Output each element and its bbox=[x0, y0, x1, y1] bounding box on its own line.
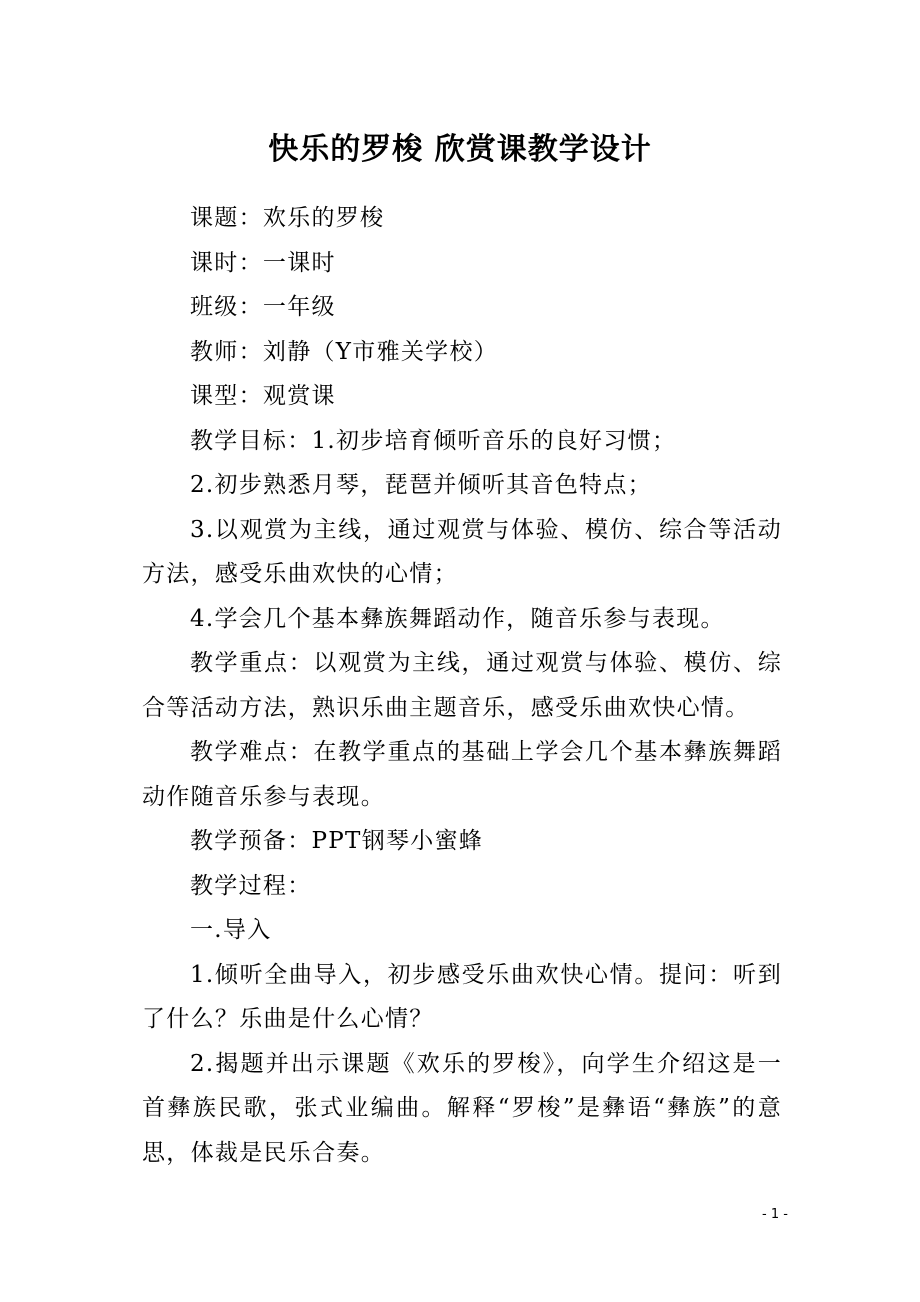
paragraph-lesson-type: 课型：观赏课 bbox=[190, 383, 336, 409]
paragraph-objective-1: 教学目标：1.初步培育倾听音乐的良好习惯； bbox=[190, 427, 677, 454]
paragraph-objective-4: 4.学会几个基本彝族舞蹈动作，随音乐参与表现。 bbox=[190, 605, 725, 632]
document-body bbox=[142, 196, 782, 1175]
paragraph-class-grade: 班级：一年级 bbox=[190, 294, 336, 320]
paragraph-process-heading: 教学过程： bbox=[190, 872, 312, 899]
paragraph-intro-step-2: 2.揭题并出示课题《欢乐的罗梭》，向学生介绍这是一首彝族民歌，张式业编曲。解释“罗梭”是彝语“彝族”的意思，体裁是民乐合奏。 bbox=[142, 1050, 782, 1166]
paragraph-lesson-topic: 课题：欢乐的罗梭 bbox=[190, 205, 385, 231]
paragraph-teacher: 教师：刘静（Y市雅关学校） bbox=[190, 338, 499, 365]
paragraph-objective-3: 3.以观赏为主线，通过观赏与体验、模仿、综合等活动方法，感受乐曲欢快的心情； bbox=[142, 516, 782, 587]
page-number: - 1 - bbox=[762, 1207, 788, 1222]
paragraph-lesson-hours: 课时：一课时 bbox=[190, 249, 336, 276]
paragraph-objective-2: 2.初步熟悉月琴，琵琶并倾听其音色特点； bbox=[190, 472, 652, 498]
paragraph-section-intro: 一.导入 bbox=[190, 917, 272, 943]
document-title: 快乐的罗梭 欣赏课教学设计 bbox=[268, 132, 652, 167]
paragraph-intro-step-1: 1.倾听全曲导入，初步感受乐曲欢快心情。提问：听到了什么？乐曲是什么心情？ bbox=[142, 961, 782, 1032]
paragraph-preparation: 教学预备：PPT钢琴小蜜蜂 bbox=[190, 828, 484, 854]
paragraph-key-points: 教学重点：以观赏为主线，通过观赏与体验、模仿、综合等活动方法，熟识乐曲主题音乐，感受乐曲欢快心情。 bbox=[142, 650, 782, 721]
paragraph-difficult-points: 教学难点：在教学重点的基础上学会几个基本彝族舞蹈动作随音乐参与表现。 bbox=[142, 739, 782, 810]
